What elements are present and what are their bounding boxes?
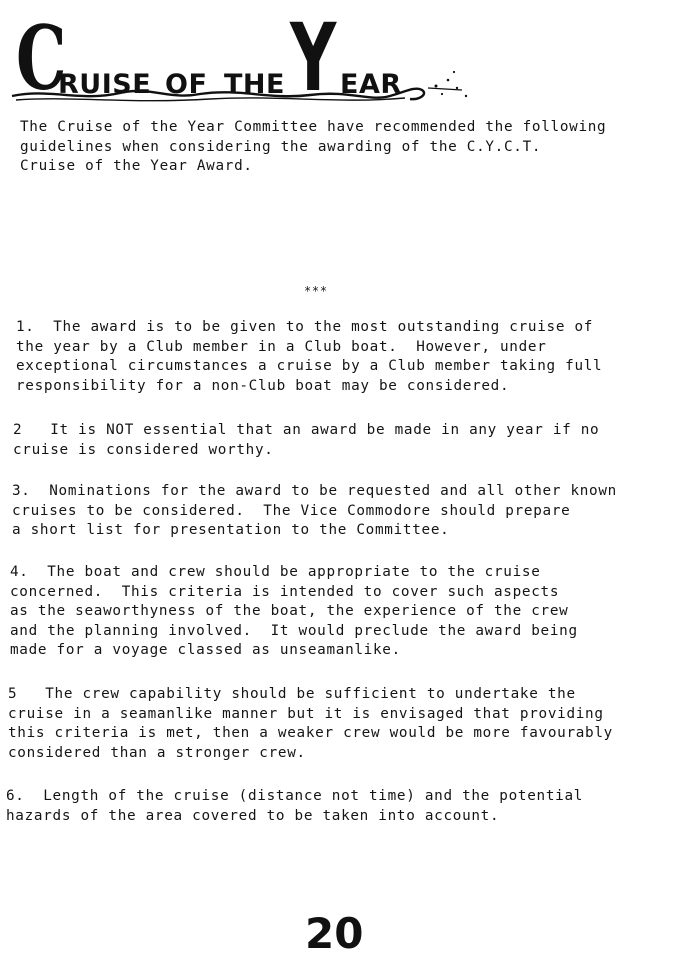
page-number: 20: [305, 909, 364, 958]
title-word-the: THE: [224, 69, 285, 100]
title-initial-y: Y: [290, 4, 337, 113]
title-initial-c: C: [16, 6, 67, 110]
title-word-ruise: RUISE: [58, 69, 152, 100]
guideline-item-3: 3. Nominations for the award to be requested and all other known cruises to be considered. The Vice Commodore should prepare a short list for presentation to the Committee.: [12, 483, 617, 538]
title-word-of: OF: [165, 69, 208, 100]
page-title: [10, 4, 480, 113]
guideline-item-5: 5 The crew capability should be sufficient to undertake the cruise in a seamanlike manner but it is envisaged that providing this criteria is met, then a weaker crew would be more favourably considered than a stronger crew.: [8, 686, 613, 761]
separator-stars: ***: [304, 284, 328, 298]
guideline-item-4: 4. The boat and crew should be appropriate to the cruise concerned. This criteria is intended to cover such aspects as the seaworthyness of the boat, the experience of the crew and the planning involved. It would preclude the award being made for a voyage classed as unseamanlike.: [10, 564, 578, 658]
title-word-ear: EAR: [340, 69, 402, 100]
guideline-item-6: 6. Length of the cruise (distance not time) and the potential hazards of the area covered to be taken into account.: [6, 788, 584, 824]
intro-paragraph: The Cruise of the Year Committee have recommended the following guidelines when considering the awarding of the C.Y.C.T. Cruise of the Year Award.: [20, 119, 607, 174]
guideline-item-2: 2 It is NOT essential that an award be made in any year if no cruise is considered worthy.: [13, 422, 600, 458]
guideline-item-1: 1. The award is to be given to the most outstanding cruise of the year by a Club member in a Club boat. However, under exceptional circumstances a cruise by a Club member taking full responsibility for a non-Club boat may be considered.: [16, 319, 603, 394]
